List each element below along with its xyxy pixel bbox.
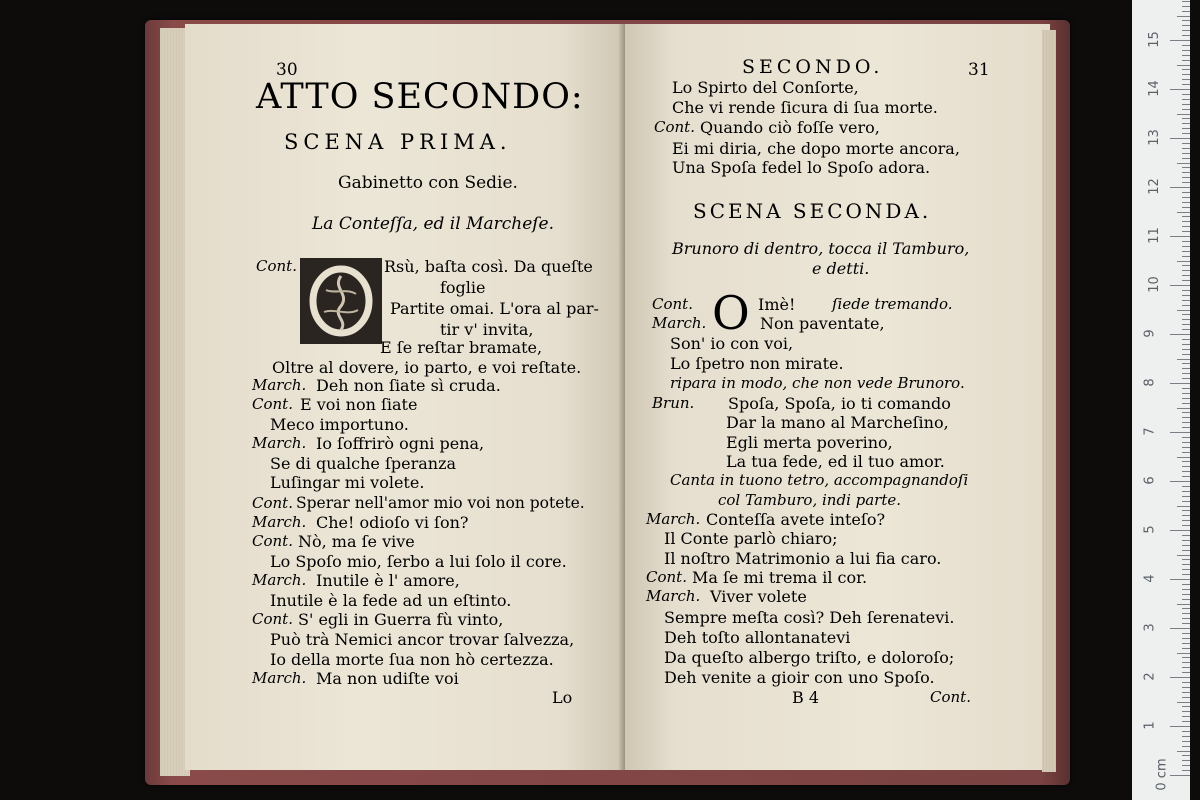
ruler-tick [1182, 11, 1190, 12]
ruler-tick [1182, 535, 1190, 536]
dialogue-line: tir v' invita, [440, 320, 534, 339]
ruler-tick [1170, 775, 1190, 776]
ruler-tick [1182, 207, 1190, 208]
ruler-tick [1177, 163, 1190, 164]
dialogue-line: Nò, ma ſe vive [298, 532, 415, 551]
dialogue-line: Il Conte parlò chiaro; [664, 529, 838, 548]
ruler-tick [1182, 486, 1190, 487]
ruler-tick [1182, 153, 1190, 154]
ruler-tick [1177, 65, 1190, 66]
speaker-label: March. [652, 314, 707, 332]
ruler-tick [1182, 643, 1190, 644]
dialogue-line: Sperar nell'amor mio voi non potete. [296, 494, 585, 512]
ruler-tick [1182, 123, 1190, 124]
ruler-tick [1182, 60, 1190, 61]
ruler-label: 12 [1146, 178, 1162, 195]
speaker-label: Cont. [252, 494, 293, 512]
ruler-tick [1182, 437, 1190, 438]
ruler-tick [1182, 672, 1190, 673]
ruler-tick [1182, 393, 1190, 394]
dialogue-line: Ma non udiſte voi [316, 669, 459, 688]
ruler-tick [1182, 74, 1190, 75]
page-edges-right [1042, 30, 1056, 772]
ruler-tick [1182, 50, 1190, 51]
ruler-tick [1182, 731, 1190, 732]
ruler-tick [1182, 226, 1190, 227]
ruler-tick [1177, 555, 1190, 556]
ruler-tick [1177, 408, 1190, 409]
ruler-tick [1182, 231, 1190, 232]
ruler-tick [1177, 702, 1190, 703]
speaker-label: Cont. [252, 532, 293, 550]
ruler-tick [1182, 133, 1190, 134]
ruler-tick [1182, 496, 1190, 497]
dialogue-line: Io della morte ſua non hò certezza. [270, 650, 554, 669]
dialogue-line: Oltre al dovere, io parto, e voi reſtate. [272, 358, 582, 377]
ruler-tick [1182, 721, 1190, 722]
ruler-tick [1170, 677, 1190, 678]
ruler-tick [1182, 706, 1190, 707]
ruler-tick [1182, 339, 1190, 340]
dialogue-line: Dar la mano al Marcheſino, [726, 413, 949, 432]
stage-direction: Brunoro di dentro, tocca il Tamburo, [672, 239, 970, 258]
ruler-tick [1182, 599, 1190, 600]
dialogue-line: Partite omai. L'ora al par- [390, 299, 599, 318]
ruler-tick [1182, 755, 1190, 756]
dialogue-line: Lo Spoſo mio, ſerbo a lui ſolo il core. [270, 552, 567, 571]
ruler-tick [1182, 221, 1190, 222]
speaker-label: Cont. [252, 395, 293, 413]
dialogue-line: Che vi rende ſicura di ſua morte. [672, 98, 938, 117]
running-head: SECONDO. [742, 56, 884, 78]
ruler-tick [1182, 657, 1190, 658]
ruler-tick [1182, 158, 1190, 159]
ruler-tick [1170, 481, 1190, 482]
speaker-label: Cont. [654, 118, 695, 136]
characters-line: La Conteſſa, ed il Marcheſe. [312, 214, 555, 234]
dialogue-line: Son' io con voi, [670, 334, 794, 353]
ruler-tick [1182, 765, 1190, 766]
ruler-tick [1182, 770, 1190, 771]
ruler-tick [1182, 84, 1190, 85]
ruler-tick [1182, 711, 1190, 712]
speaker-label: Brun. [652, 394, 695, 412]
dialogue-line: Ei mi diria, che dopo morte ancora, [672, 139, 960, 158]
speaker-label: Cont. [252, 610, 293, 628]
ruler-tick [1182, 256, 1190, 257]
ruler-label: 11 [1146, 227, 1162, 244]
ruler-tick [1182, 501, 1190, 502]
ruler-tick [1182, 403, 1190, 404]
ruler-tick [1182, 79, 1190, 80]
ruler-tick [1182, 412, 1190, 413]
dialogue-line: S' egli in Guerra fù vinto, [298, 610, 504, 629]
ruler-label: 13 [1146, 129, 1162, 146]
ruler-tick [1182, 447, 1190, 448]
ruler-tick [1182, 736, 1190, 737]
ruler-label: 8 [1142, 378, 1158, 387]
dialogue-line: E voi non ſiate [300, 395, 418, 414]
ruler-tick [1170, 187, 1190, 188]
ruler-tick [1170, 236, 1190, 237]
dialogue-line: Viver volete [710, 587, 807, 606]
scene-heading-2: SCENA SECONDA. [693, 199, 932, 223]
ruler-tick [1182, 378, 1190, 379]
ruler-tick [1182, 692, 1190, 693]
ruler-tick [1182, 476, 1190, 477]
ruler-tick [1182, 143, 1190, 144]
speaker-label: March. [252, 376, 307, 394]
ruler-tick [1182, 608, 1190, 609]
ruler-tick [1182, 354, 1190, 355]
dialogue-line: Se di qualche ſperanza [270, 454, 457, 473]
ruler-tick [1182, 466, 1190, 467]
ruler-tick [1182, 461, 1190, 462]
ruler-tick [1182, 662, 1190, 663]
dialogue-line: Deh toſto allontanatevi [664, 628, 851, 647]
ruler-tick [1182, 118, 1190, 119]
ruler-tick [1182, 422, 1190, 423]
ruler-tick [1182, 197, 1190, 198]
speaker-label: March. [252, 571, 307, 589]
ruler-tick [1170, 432, 1190, 433]
ruler-tick [1170, 383, 1190, 384]
ruler-tick [1177, 261, 1190, 262]
dialogue-line: Deh non ſiate sì cruda. [316, 376, 501, 395]
ruler-tick [1177, 359, 1190, 360]
ruler-tick [1182, 35, 1190, 36]
speaker-label: March. [252, 513, 307, 531]
ruler-tick [1182, 633, 1190, 634]
ruler-tick [1182, 128, 1190, 129]
ruler-tick [1182, 682, 1190, 683]
ruler-tick [1182, 559, 1190, 560]
dialogue-line: Inutile è la fede ad un eſtinto. [270, 591, 512, 610]
ruler-tick [1182, 569, 1190, 570]
ruler-tick [1182, 45, 1190, 46]
speaker-label: March. [252, 669, 307, 687]
ruler-tick [1182, 417, 1190, 418]
ruler-label: 0 cm [1154, 758, 1170, 791]
dialogue-line: Conteſſa avete inteſo? [706, 510, 886, 529]
ruler-tick [1182, 574, 1190, 575]
right-page-number: 31 [968, 60, 990, 80]
ruler-tick [1182, 368, 1190, 369]
ruler-label: 9 [1142, 329, 1158, 338]
ruler-tick [1182, 99, 1190, 100]
ruler-label: 7 [1142, 427, 1158, 436]
ruler-tick [1182, 618, 1190, 619]
ruler-tick [1182, 172, 1190, 173]
dialogue-line: Da queſto albergo triſto, e doloroſo; [664, 648, 955, 667]
dialogue-line: Una Spoſa fedel lo Spoſo adora. [672, 158, 931, 177]
ruler-tick [1182, 510, 1190, 511]
speaker-label: Cont. [256, 257, 297, 275]
ruler-tick [1182, 471, 1190, 472]
stage-direction: ripara in modo, che non vede Brunoro. [670, 374, 965, 392]
speaker-label: Cont. [646, 568, 687, 586]
ruler-tick [1182, 202, 1190, 203]
ruler-tick [1182, 275, 1190, 276]
ruler-tick [1182, 638, 1190, 639]
ruler-label: 4 [1142, 574, 1158, 583]
dialogue-line: Egli merta poverino, [726, 433, 893, 452]
ruler-tick [1170, 628, 1190, 629]
ruler-tick [1177, 310, 1190, 311]
ruler-label: 6 [1142, 476, 1158, 485]
ruler-tick [1182, 594, 1190, 595]
ruler-tick [1182, 349, 1190, 350]
dialogue-line: Spoſa, Spoſa, io ti comando [728, 394, 951, 413]
ruler-tick [1170, 138, 1190, 139]
ruler-tick [1182, 746, 1190, 747]
dialogue-line: foglie [440, 278, 486, 297]
dialogue-line: Inutile è l' amore, [316, 571, 460, 590]
ruler-tick [1170, 285, 1190, 286]
act-heading: ATTO SECONDO: [256, 77, 584, 117]
ruler-tick [1182, 280, 1190, 281]
dialogue-line: Meco importuno. [270, 415, 409, 434]
ruler-tick [1182, 305, 1190, 306]
dialogue-line: Può trà Nemici ancor trovar ſalvezza, [270, 630, 575, 649]
dialogue-line: Ma ſe mi trema il cor. [692, 568, 868, 587]
dialogue-line: Sempre meſta così? Deh ſerenatevi. [664, 608, 955, 627]
dialogue-line: Lo ſpetro non mirate. [670, 354, 844, 373]
ruler-tick [1182, 1, 1190, 2]
ruler-tick [1182, 398, 1190, 399]
ruler-tick [1182, 329, 1190, 330]
ruler-tick [1182, 687, 1190, 688]
ruler-tick [1182, 564, 1190, 565]
ruler-tick [1182, 373, 1190, 374]
ruler-tick [1182, 55, 1190, 56]
left-page-number: 30 [276, 60, 298, 80]
speaker-label: March. [646, 587, 701, 605]
ruler-tick [1182, 589, 1190, 590]
ruler-tick [1182, 148, 1190, 149]
ruler-tick [1182, 94, 1190, 95]
ruler-tick [1177, 751, 1190, 752]
ruler-tick [1170, 89, 1190, 90]
ruler-tick [1182, 265, 1190, 266]
ruler-tick [1182, 300, 1190, 301]
ruler-tick [1182, 623, 1190, 624]
ruler-tick [1182, 648, 1190, 649]
ruler-label: 10 [1146, 276, 1162, 293]
dialogue-line: Io ſoffrirò ogni pena, [316, 434, 485, 453]
ruler-label: 3 [1142, 623, 1158, 632]
ruler-tick [1182, 491, 1190, 492]
ruler-tick [1182, 388, 1190, 389]
ruler-tick [1177, 506, 1190, 507]
ruler-tick [1170, 40, 1190, 41]
ruler-tick [1182, 192, 1190, 193]
ruler-tick [1170, 334, 1190, 335]
stage-direction: col Tamburo, indi parte. [718, 491, 902, 509]
stage-direction: Canta in tuono tetro, accompagnandoſi [670, 471, 969, 489]
ruler-tick [1182, 246, 1190, 247]
dialogue-line: E ſe reſtar bramate, [380, 338, 543, 357]
ruler-tick [1182, 25, 1190, 26]
scene-heading-1: SCENA PRIMA. [284, 130, 512, 154]
ruler-tick [1182, 324, 1190, 325]
measurement-ruler [1132, 0, 1190, 800]
ruler-tick [1182, 241, 1190, 242]
ruler-tick [1182, 295, 1190, 296]
stage-note: ſiede tremando. [832, 295, 953, 313]
ruler-tick [1182, 697, 1190, 698]
speaker-label: March. [252, 434, 307, 452]
ruler-tick [1182, 290, 1190, 291]
left-catchword: Lo [552, 688, 573, 707]
ruler-tick [1182, 167, 1190, 168]
ruler-tick [1182, 319, 1190, 320]
ruler-tick [1182, 177, 1190, 178]
ruler-tick [1182, 109, 1190, 110]
right-catchword: Cont. [930, 688, 971, 706]
ruler-tick [1182, 667, 1190, 668]
ruler-label: 1 [1142, 721, 1158, 730]
ruler-label: 2 [1142, 672, 1158, 681]
ruler-label: 5 [1142, 525, 1158, 534]
ruler-tick [1182, 314, 1190, 315]
ruler-tick [1182, 6, 1190, 7]
ruler-tick [1182, 30, 1190, 31]
dialogue-line: Che! odioſo vi ſon? [316, 513, 469, 532]
signature-mark: B 4 [792, 688, 820, 707]
speaker-label: March. [646, 510, 701, 528]
ruler-tick [1182, 520, 1190, 521]
ruler-label: 14 [1146, 80, 1162, 97]
decorated-initial-o [300, 258, 382, 344]
ruler-tick [1182, 442, 1190, 443]
ruler-tick [1182, 216, 1190, 217]
dialogue-line: Rsù, baſta così. Da queſte [384, 257, 593, 276]
ruler-tick [1170, 579, 1190, 580]
ruler-tick [1182, 344, 1190, 345]
dialogue-line: Deh venite a gioir con uno Spoſo. [664, 668, 935, 687]
ruler-tick [1182, 452, 1190, 453]
ruler-tick [1182, 550, 1190, 551]
ruler-tick [1177, 653, 1190, 654]
ruler-tick [1182, 363, 1190, 364]
ruler-tick [1182, 545, 1190, 546]
dialogue-line: Imè! [758, 295, 796, 314]
dialogue-line: La tua fede, ed il tuo amor. [726, 452, 945, 471]
ruler-tick [1177, 604, 1190, 605]
dialogue-line: Luſingar mi volete. [270, 473, 425, 492]
setting-line: Gabinetto con Sedie. [338, 173, 518, 193]
ruler-tick [1182, 613, 1190, 614]
ruler-tick [1182, 69, 1190, 70]
ruler-label: 15 [1146, 31, 1162, 48]
ruler-tick [1177, 457, 1190, 458]
ruler-tick [1170, 726, 1190, 727]
ruler-tick [1182, 270, 1190, 271]
ruler-tick [1182, 515, 1190, 516]
dialogue-line: Lo Spirto del Conſorte, [672, 78, 859, 97]
stage-direction: e detti. [812, 259, 870, 278]
ruler-tick [1170, 530, 1190, 531]
ruler-tick [1182, 182, 1190, 183]
speaker-label: Cont. [652, 295, 693, 313]
ruler-tick [1182, 741, 1190, 742]
ruler-tick [1182, 427, 1190, 428]
dialogue-line: Il noſtro Matrimonio a lui fia caro. [664, 549, 942, 568]
ruler-tick [1182, 760, 1190, 761]
ruler-tick [1177, 212, 1190, 213]
dialogue-line: Quando ciò foſſe vero, [700, 118, 880, 137]
large-initial-o: O [712, 286, 750, 340]
ruler-tick [1182, 584, 1190, 585]
ruler-tick [1177, 114, 1190, 115]
ruler-tick [1182, 716, 1190, 717]
ruler-tick [1182, 251, 1190, 252]
ruler-tick [1182, 525, 1190, 526]
ruler-tick [1177, 16, 1190, 17]
ruler-tick [1182, 540, 1190, 541]
ruler-tick [1182, 20, 1190, 21]
ruler-tick [1182, 104, 1190, 105]
dialogue-line: Non paventate, [760, 314, 885, 333]
